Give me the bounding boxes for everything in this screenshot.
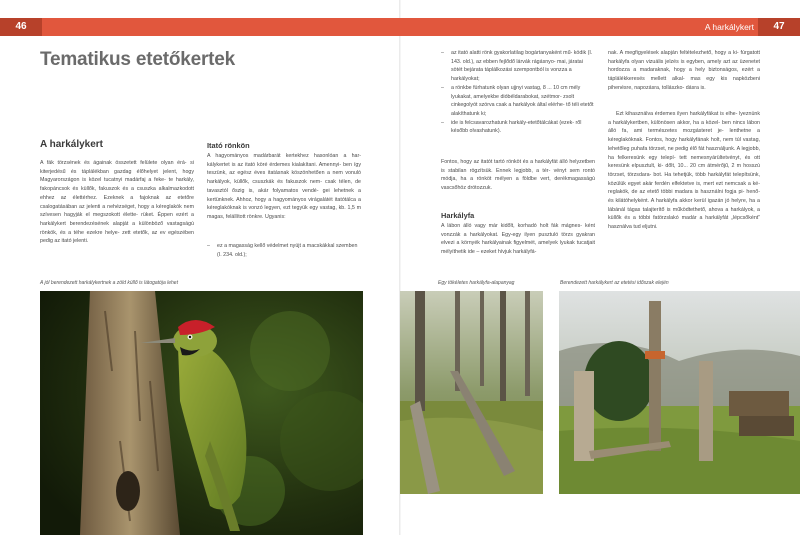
list-item: – az itató alatti rönk gyakorlatilag bogártanyaként mű- ködik (I. 143. old.), az ebben fejlődő lárvák rágásnyo- mai, járatai sötét bejárata táplálkozási szempontból is vonzza a harkályokat; — [441, 49, 595, 84]
section-heading-harkalyfa: Harkályfa — [441, 211, 475, 220]
woodpecker-photo — [40, 291, 363, 535]
page-number-left: 46 — [0, 18, 42, 36]
list-item: – a rönkbe fúrhatunk olyan ujjnyi vastag, 8 ... 10 cm mély lyukakat, amelyekbe dióbéldarabokat, szétmor- zsolt cinkegolyót szórva csak a harkályok által elérhe- tő téli etetőt alakíthatunk ki; — [441, 84, 595, 119]
section-heading-harkalykert: A harkálykert — [40, 139, 103, 150]
body-text-harkalyfa: A lábon álló vagy már kidőlt, korhadó holt fák mágnes- ként vonzzák a harkályokat. Egy-egy ilyen pusztuló törzs gyakran elvezi a környék harkályainak figyelmét, amelyek lyukak tucatjait mélyíthetik ide – ezeket hívjuk harkályfá- — [441, 223, 595, 256]
itato-list — [207, 242, 361, 259]
page-number-right: 47 — [758, 18, 800, 36]
body-text-harkalykert: A fák törzsének és ágainak összetett felülete olyan érá- si kiterjedésű és táplálékban gazdag élőhelyet jelent, hogy Magyarországon is közel tucatnyi madárfaj a feke- te harkály, fakopáncsok és küllők, fakuszok és a csuszka alkalmazkodott ehhez az élettérhez. Ezeknek a fajoknak az etetőre csalogatásában az jelenti a nehézséget, hogy a kéreglakók nem szívesen hagyják el megszokott élette- rüket. Éppen ezért a harkálykert berendezésének alapját a különböző vastagságú rönkök, és a téhe ezekre helye- zett etetők, az ev egészében pedig az itató jelenti. — [40, 160, 194, 245]
folio-bar-left — [0, 18, 400, 36]
woodpecker-garden-photo — [559, 291, 800, 494]
body-text-harkalyfa-tips: Ezt kihasználva érdemes ilyen harkályfákat is elhe- lyeznünk a harkálykertben, különösen akkor, ha a közel- ben nincs lábon álló fa, ami természetes mozgásteret je- lenthetne a kéreglakóknak. Fontos, hogy harkályfának holt, nem túl vastag, lehetőleg puhafa törzset, ne pedig élő fát használjunk. A legjobb, ha felkeresünk egy telepí- tett nemesnyárültetvényt, és ott keresünk elpusztult, ki- dőlt, 10... 20 cm átmérőjű, 2 m hosszú törzset, törzsdara- bot. Ha tehetjük, több harkályfát telepítsünk, közülük egyet akár ferdén elfektetve is, mert ezt nemcsak a ké- reglakók, de az etető többi madara is használni fogja pi- henő- és kilátóhelyként. A harkályfa akkor kerül igazán jó helyre, ha a lábánál tágas talajterítő is működtethető, ahova a harkályok, a küllők és a többi fatörzslakó madár a harkályfát „lépcsőként” használva tud eljutni. — [608, 111, 760, 231]
list-item: – ide is felcsavarozhatunk harkály-etetőtálcákat (ezek- ről később olvashatunk). — [441, 119, 595, 136]
caption-photo-garden: Berendezett harkálykert az etetési időszak elején — [560, 280, 669, 286]
rönk-list — [441, 49, 595, 136]
caption-photo-fallen-tree: Egy tökéletes harkályfa-alapanyag — [438, 280, 515, 286]
body-text-itato: A hagyományos madárbarát kertekhez hasonlóan a har- kálykertet is az itató köré érdemes kialakítani. Amennyi- ben így teszünk, az egész éves itatásnak köszönhetően a nem vonuló harkályok, küllők, csuszkák és fakuszok nem- csak télen, de tavasztól őszig is, akár folyamatos vendé- gei lehetnek a kertünknek. Ahhoz, hogy a hagyományos virágalátét itatótálca a kéreglakóknak is vonzó legyen, ezt tegyük egy vastag, kb. 1,5 m magas, felállított rönkre. Ugyanis: — [207, 153, 361, 220]
list-item: – ez a magasság kellő védelmet nyújt a macskákkal szemben (I. 234. old.); — [207, 242, 361, 259]
chapter-title: Tematikus etetőkertek — [40, 49, 236, 70]
caption-photo-woodpecker: A jól berendezett harkálykertnek a zöld küllő is látogatója lehet — [40, 280, 178, 286]
section-heading-itato: Itató rönkön — [207, 141, 250, 150]
running-head: A harkálykert — [704, 22, 754, 32]
fallen-tree-photo — [400, 291, 543, 494]
body-text-harkalyfa-cont: nak. A megfigyelések alapján feltételezhető, hogy a ki- fúrgatott harkályfa olyan vizuális jelzés is egyben, amely azt az üzenetet hordozza a madaraknak, hogy a hely biztonságos, ezért a táplálékkeresés mellett alkal- mas egy kis napközbeni pihenésre, napozásra, tollászko- dásra is. — [608, 50, 760, 91]
body-text-rogzites: Fontos, hogy az itatót tartó rönköt és a harkályfát álló helyzetben is stabilan rögzítsük. Ennek legjobb, a tér- vényt sem rontó módja, ha a rönköt mélyen a földbe vert, derékmagasságú vascsőhöz drótozzuk. — [441, 159, 595, 192]
